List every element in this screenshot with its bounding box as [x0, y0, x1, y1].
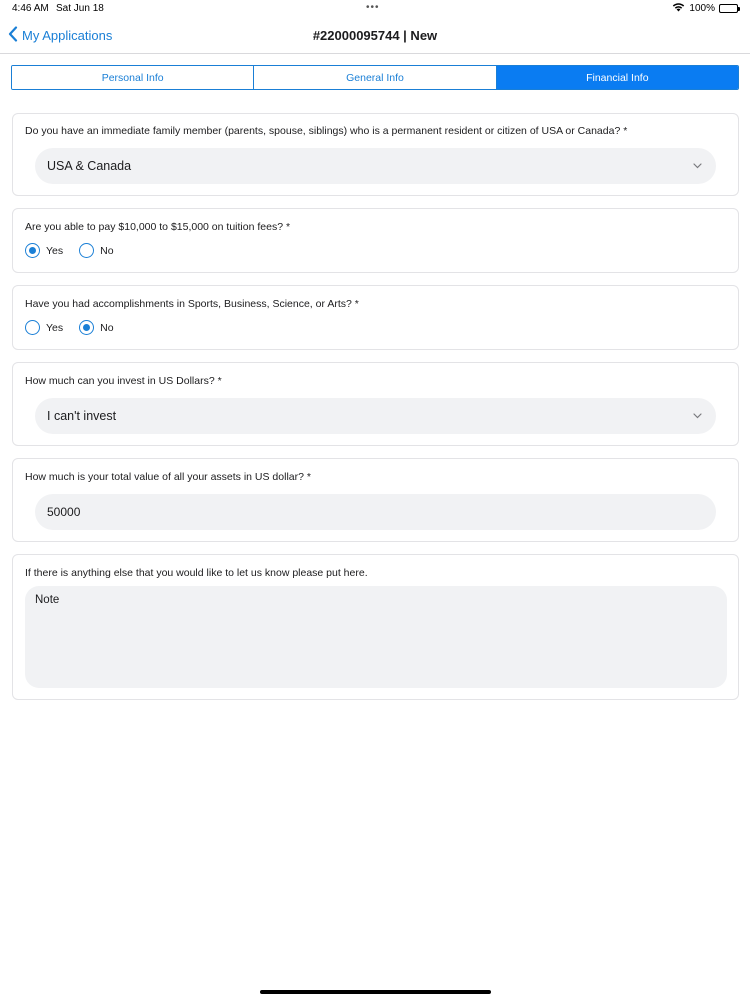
- wifi-icon: [672, 2, 685, 15]
- multitasking-dots[interactable]: •••: [366, 2, 380, 13]
- assets-input[interactable]: [35, 494, 716, 530]
- invest-card: [12, 362, 739, 446]
- tab-financial-info[interactable]: Financial Info: [497, 66, 738, 89]
- page-title: #22000095744 | New: [312, 28, 438, 43]
- family-member-value: USA & Canada: [47, 159, 132, 173]
- family-member-select[interactable]: [35, 148, 716, 184]
- status-time: 4:46 AM: [12, 3, 49, 14]
- radio-unchecked-icon[interactable]: [25, 320, 40, 335]
- accomplishments-card: [12, 285, 739, 350]
- accomplishments-no-label: No: [100, 321, 114, 334]
- tuition-yes-option[interactable]: [25, 243, 63, 258]
- family-member-question: Do you have an immediate family member (parents, spouse, siblings) who is a permanent resident or citizen of USA or Canada? *: [25, 125, 628, 137]
- tuition-radio-group: [25, 243, 130, 258]
- tuition-yes-label: Yes: [46, 244, 64, 257]
- invest-question: How much can you invest in US Dollars? *: [25, 375, 222, 387]
- radio-checked-icon[interactable]: [25, 243, 40, 258]
- battery-icon: [719, 4, 738, 13]
- accomplishments-yes-label: Yes: [46, 321, 64, 334]
- chevron-down-icon: [692, 161, 702, 171]
- status-date: Sat Jun 18: [56, 3, 104, 14]
- tuition-no-label: No: [100, 244, 114, 257]
- status-bar: [0, 0, 750, 18]
- accomplishments-radio-group: [25, 320, 130, 335]
- notes-card: [12, 554, 739, 700]
- notes-question: If there is anything else that you would like to let us know please put here.: [25, 567, 368, 579]
- segmented-tabs: [11, 65, 739, 90]
- radio-unchecked-icon[interactable]: [79, 243, 94, 258]
- accomplishments-no-option[interactable]: [79, 320, 113, 335]
- home-indicator[interactable]: [260, 990, 491, 994]
- chevron-down-icon: [692, 411, 702, 421]
- radio-checked-icon[interactable]: [79, 320, 94, 335]
- assets-card: [12, 458, 739, 542]
- accomplishments-yes-option[interactable]: [25, 320, 63, 335]
- tuition-question: Are you able to pay $10,000 to $15,000 on tuition fees? *: [25, 221, 291, 233]
- status-right: [672, 2, 738, 15]
- tuition-no-option[interactable]: [79, 243, 113, 258]
- assets-question: How much is your total value of all your assets in US dollar? *: [25, 471, 311, 483]
- tab-personal-info[interactable]: Personal Info: [12, 66, 254, 89]
- notes-textarea[interactable]: [25, 586, 727, 688]
- navigation-bar: [0, 18, 750, 54]
- family-member-card: [12, 113, 739, 196]
- invest-select[interactable]: [35, 398, 716, 434]
- accomplishments-question: Have you had accomplishments in Sports, Business, Science, or Arts? *: [25, 298, 359, 310]
- tab-general-info[interactable]: General Info: [254, 66, 496, 89]
- invest-value: I can't invest: [47, 409, 117, 423]
- back-button-label: My Applications: [22, 28, 113, 43]
- battery-percent: 100%: [689, 3, 715, 14]
- tuition-card: [12, 208, 739, 273]
